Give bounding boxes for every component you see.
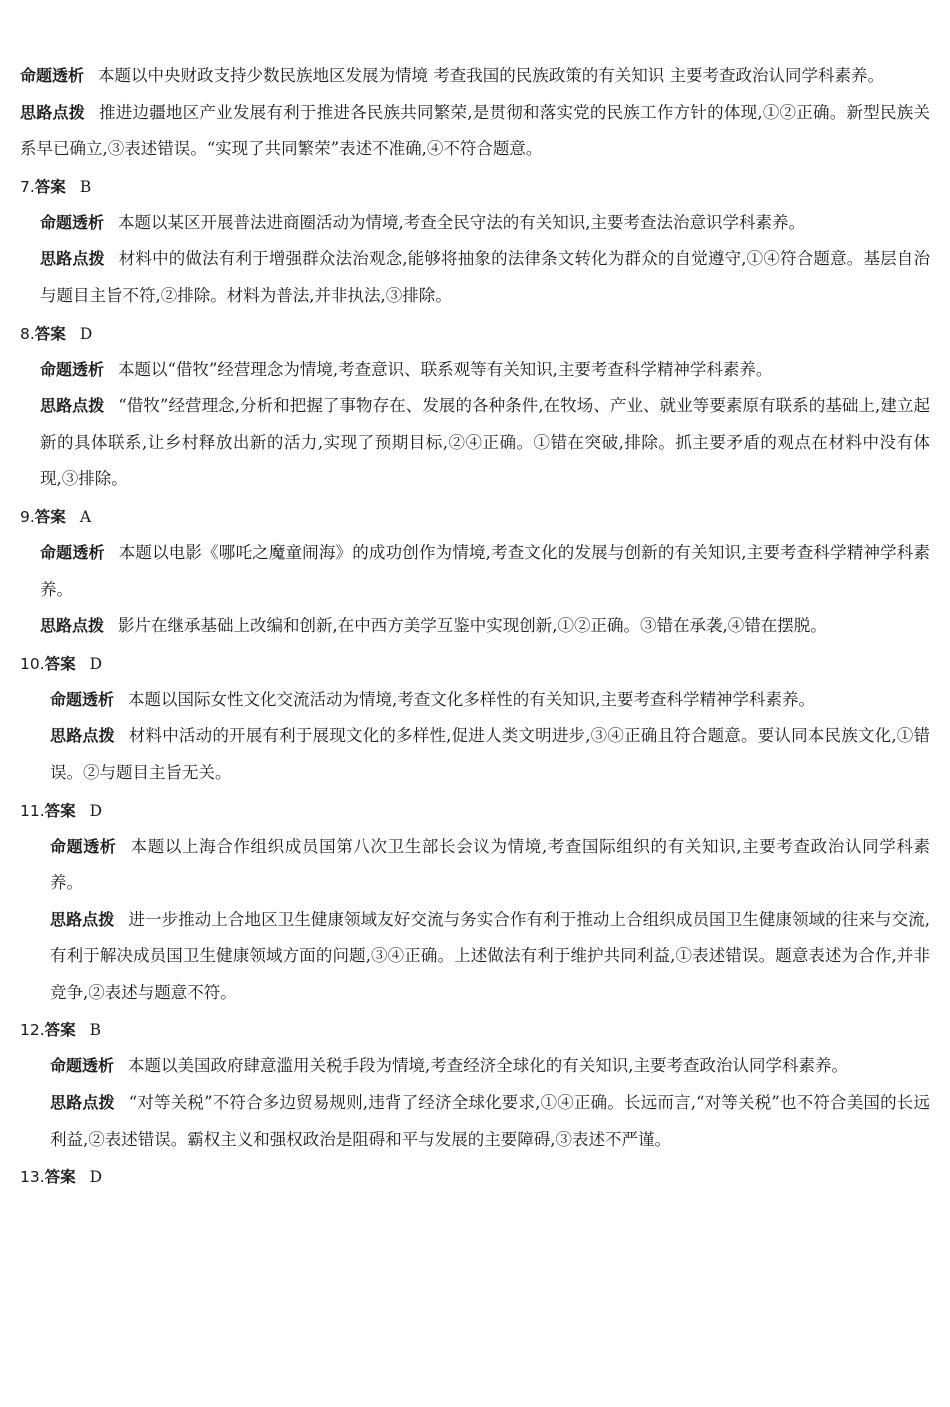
analysis-tag: 命题透析 — [50, 836, 117, 856]
hint-paragraph — [50, 902, 930, 1012]
analysis-text: 本题以电影《哪吒之魔童闹海》的成功创作为情境,考查文化的发展与创新的有关知识,主要考查科学精神学科素养。 — [40, 542, 930, 599]
answer-value: D — [89, 654, 103, 673]
question-number: 12. — [20, 1021, 45, 1040]
question-number: 11. — [20, 801, 45, 820]
question-number: 10. — [20, 654, 45, 673]
question-number: 9. — [20, 507, 35, 526]
answer-value: D — [89, 1168, 103, 1187]
answer-line — [20, 169, 930, 205]
analysis-paragraph — [20, 58, 930, 95]
hint-tag: 思路点拨 — [40, 616, 105, 636]
hint-tag: 思路点拨 — [50, 909, 115, 929]
analysis-text: 本题以上海合作组织成员国第八次卫生部长会议为情境,考查国际组织的有关知识,主要考查政治认同学科素养。 — [50, 836, 930, 893]
analysis-paragraph — [40, 535, 930, 608]
answer-line — [20, 793, 930, 829]
answer-line — [20, 1012, 930, 1048]
analysis-text: 本题以某区开展普法进商圈活动为情境,考查全民守法的有关知识,主要考查法治意识学科素养。 — [118, 212, 806, 232]
hint-paragraph — [40, 388, 930, 498]
analysis-paragraph — [40, 205, 930, 242]
question-number: 8. — [20, 324, 35, 343]
question-number: 7. — [20, 177, 35, 196]
answer-block-7 — [20, 169, 930, 315]
analysis-text: 本题以美国政府肆意滥用关税手段为情境,考查经济全球化的有关知识,主要考查政治认同学科素养。 — [128, 1056, 849, 1076]
hint-paragraph — [40, 241, 930, 314]
answer-block-10 — [20, 646, 930, 792]
hint-paragraph — [50, 718, 930, 791]
answer-label: 答案 — [44, 1168, 76, 1187]
analysis-tag: 命题透析 — [50, 689, 115, 709]
answer-label: 答案 — [44, 1021, 76, 1040]
answer-block-8 — [20, 316, 930, 498]
hint-text: 推进边疆地区产业发展有利于推进各民族共同繁荣,是贯彻和落实党的民族工作方针的体现,①②正确。新型民族关系早已确立,③表述错误。“实现了共同繁荣”表述不准确,④不符合题意。 — [20, 102, 930, 159]
hint-text: 影片在继承基础上改编和创新,在中西方美学互鉴中实现创新,①②正确。③错在承袭,④错在摆脱。 — [118, 616, 827, 636]
answer-label: 答案 — [44, 654, 76, 673]
answer-label: 答案 — [34, 177, 66, 196]
hint-text: “对等关税”不符合多边贸易规则,违背了经济全球化要求,①④正确。长远而言,“对等关税”也不符合美国的长远利益,②表述错误。霸权主义和强权政治是阻碍和平与发展的主要障碍,③表述不严谨。 — [50, 1093, 930, 1149]
analysis-text: 本题以中央财政支持少数民族地区发展为情境 考查我国的民族政策的有关知识 主要考查政治认同学科素养。 — [98, 66, 885, 85]
hint-tag: 思路点拨 — [40, 249, 105, 269]
analysis-paragraph — [40, 352, 930, 389]
hint-paragraph — [50, 1085, 930, 1158]
answer-block-9 — [20, 499, 930, 645]
answer-block-13 — [20, 1159, 930, 1195]
analysis-tag: 命题透析 — [50, 1056, 115, 1076]
answer-label: 答案 — [34, 324, 66, 343]
answer-value: B — [89, 1021, 102, 1040]
analysis-tag: 命题透析 — [40, 359, 105, 379]
answer-value: D — [89, 801, 103, 820]
hint-tag: 思路点拨 — [20, 102, 85, 122]
hint-tag: 思路点拨 — [40, 396, 105, 416]
answer-block-12 — [20, 1012, 930, 1158]
answer-block-11 — [20, 793, 930, 1012]
answer-line — [20, 1159, 930, 1195]
question-number: 13. — [20, 1168, 45, 1187]
hint-text: 材料中的做法有利于增强群众法治观念,能够将抽象的法律条文转化为群众的自觉遵守,①④符合题意。基层自治与题目主旨不符,②排除。材料为普法,并非执法,③排除。 — [40, 249, 930, 305]
hint-text: “借牧”经营理念,分析和把握了事物存在、发展的各种条件,在牧场、产业、就业等要素原有联系的基础上,建立起新的具体联系,让乡村释放出新的活力,实现了预期目标,②④正确。①错在突破,排除。抓主要矛盾的观点在材料中没有体现,③排除。 — [40, 396, 930, 489]
answer-line — [20, 499, 930, 535]
analysis-tag: 命题透析 — [20, 66, 85, 85]
hint-text: 进一步推动上合地区卫生健康领域友好交流与务实合作有利于推动上合组织成员国卫生健康领域的往来与交流,有利于解决成员国卫生健康领域方面的问题,③④正确。上述做法有利于维护共同利益,①表述错误。题意表述为合作,并非竞争,②表述与题意不符。 — [50, 909, 930, 1002]
analysis-paragraph — [50, 682, 930, 719]
hint-tag: 思路点拨 — [50, 726, 115, 746]
analysis-text: 本题以“借牧”经营理念为情境,考查意识、联系观等有关知识,主要考查科学精神学科素养。 — [118, 359, 773, 379]
answer-line — [20, 646, 930, 682]
hint-paragraph — [20, 95, 930, 168]
answer-value: D — [79, 324, 93, 343]
analysis-tag: 命题透析 — [40, 212, 105, 232]
answer-line — [20, 316, 930, 352]
hint-paragraph — [40, 608, 930, 645]
answer-block-6 — [20, 58, 930, 168]
answer-value: B — [79, 177, 92, 196]
hint-text: 材料中活动的开展有利于展现文化的多样性,促进人类文明进步,③④正确且符合题意。要认同本民族文化,①错误。②与题目主旨无关。 — [50, 726, 930, 782]
answer-value: A — [79, 507, 92, 526]
analysis-tag: 命题透析 — [40, 542, 105, 562]
answer-label: 答案 — [44, 801, 76, 820]
hint-tag: 思路点拨 — [50, 1093, 115, 1113]
analysis-text: 本题以国际女性文化交流活动为情境,考查文化多样性的有关知识,主要考查科学精神学科素养。 — [128, 689, 816, 709]
analysis-paragraph — [50, 1048, 930, 1085]
analysis-paragraph — [50, 829, 930, 902]
answer-label: 答案 — [34, 507, 66, 526]
